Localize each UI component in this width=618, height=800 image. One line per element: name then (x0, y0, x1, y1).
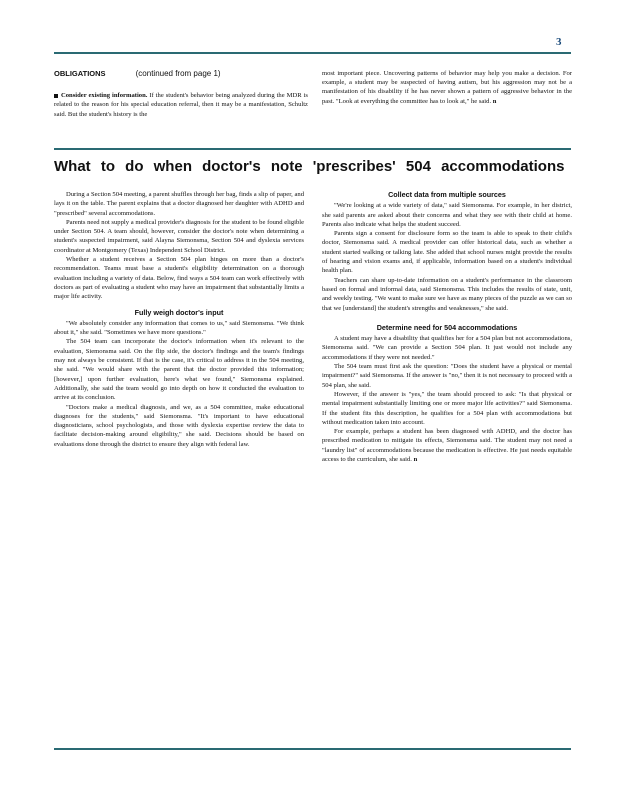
obligations-header (54, 69, 308, 78)
obligations-body-continued: most important piece. Uncovering patterns of behavior may help you make a decision. For example, a student may be suspected of having autism, but his aggression may not be a manifestation of his disability if he has never shown a pattern of aggressive behavior in the past. "Look at everything the committee has to look at," he said. (322, 70, 572, 105)
article-paragraph: A student may have a disability that qualifies her for a 504 plan but not accommodations, Siemonsma said. "We can provide a Section 504 plan. It just would not include any accommodations if they were not needed." (322, 335, 572, 361)
section-divider (54, 148, 571, 150)
top-divider (54, 52, 571, 54)
article-paragraph: Whether a student receives a Section 504 plan hinges on more than a doctor's recommendation. Teams must base a student's eligibility determination on a thorough evaluation including a variety of data. Below, find ways a 504 team can work effectively with doctors as part of evaluating a student who may have an impairment that substantially limits a major life activity. (54, 256, 304, 301)
article-headline: What to do when doctor's note 'prescribes' 504 accommodations (54, 158, 565, 175)
obligations-body: If the student's behavior being analyzed during the MDR is related to the reason for his special education referral, then it may be a manifestation, Schultz said. But the student's history is the (54, 92, 308, 118)
article-paragraph: "We're looking at a wide variety of data," said Siemonsma. For example, in her district, she said parents are asked about their concerns and what they see with their child at home. Parents also indicate what helps the student succeed. (322, 202, 572, 228)
article-paragraph: However, if the answer is "yes," the team should proceed to ask: "Is that physical or mental impairment substantially limiting one or more major life activities?" said Siemonsma. If the student fits this description, he qualifies for a 504 plan with accommodations but without medication taken into account. (322, 390, 572, 426)
article-paragraph: "Doctors make a medical diagnosis, and we, as a 504 committee, make educational diagnoses for the students," said Siemonsma. "It's important to have educational diagnosticians, school psychologists, and those with dyslexia expertise review the data to facilitate decision-making around eligibility," she said. Decisions should be based on evaluations done through the district to ensure they align with federal law. (54, 403, 304, 448)
article-paragraph: Parents need not supply a medical provider's diagnosis for the student to be found eligible under Section 504. A team should, however, consider the doctor's note when determining a student's suspected impairment, said Alayna Siemonsma, Section 504 and dyslexia services coordinator at Montgomery (Texas) Independent School District. (54, 218, 304, 254)
article-paragraph: "We absolutely consider any information that comes to us," said Siemonsma. "We think about it," she said. "Sometimes we have more questions." (54, 319, 304, 337)
article-column-left (54, 190, 304, 449)
page-number: 3 (556, 36, 562, 48)
article-paragraph: Parents sign a consent for disclosure form so the team is able to speak to their child's doctor, Siemonsma said. A medical provider can offer historical data, such as whether a student started walking or talking late. She added that school nurses might provide the results of hearing and vision exams and, if applicable, information based on a student's individual health plan. (322, 230, 572, 275)
obligations-continued-right (322, 69, 572, 106)
obligations-paragraph (54, 91, 308, 119)
square-bullet-icon (54, 94, 58, 98)
subhead-determine-need: Determine need for 504 accommodations (376, 322, 518, 332)
bottom-divider (54, 748, 571, 750)
article-column-right (322, 190, 572, 464)
article-paragraph: The 504 team can incorporate the doctor's information when it's relevant to the evaluation, Siemonsma said. On the flip side, the doctor's findings and the team's findings may not always be consistent. If that is the case, it's critical to address it in the 504 meeting, she said. "We would share with the parent that the doctor provided this information; [however,] upon further evaluation, here's what we found," Siemonsma explained. Additionally, she said the team would go into depth on how it conducted the evaluation to arrive at its conclusion. (54, 338, 304, 402)
subhead-weigh-input: Fully weigh doctor's input (134, 307, 224, 317)
article-paragraph: Teachers can share up-to-date information on a student's performance in the classroom based on formal and informal data, said Siemonsma. This includes the results of state, unit, and weekly testing. "We want to make sure we have as many pieces of the puzzle as we can so that we [understand] the student's strengths and weaknesses," she said. (322, 276, 572, 312)
bullet-lead: Consider existing information. (61, 92, 148, 100)
continued-note: (continued from page 1) (135, 69, 221, 78)
obligations-title: OBLIGATIONS (54, 69, 106, 78)
article-paragraph (322, 427, 572, 464)
obligations-continued-left (54, 69, 308, 119)
subhead-collect-data: Collect data from multiple sources (388, 190, 506, 199)
end-mark-icon: n (492, 97, 497, 105)
end-mark-icon: n (413, 456, 418, 464)
article-paragraph: During a Section 504 meeting, a parent shuffles through her bag, finds a slip of paper, and lays it on the table. The parent explains that a doctor diagnosed her daughter with ADHD and "prescribed" several accommodations. (54, 191, 304, 217)
article-last-paragraph: For example, perhaps a student has been diagnosed with ADHD, and the doctor has prescribed medication to mitigate its effects, Siemonsma said. The student may not need a "laundry list" of accommodations because the medication is effective. He just needs equitable access to the curriculum, she said. (322, 428, 572, 464)
article-paragraph: The 504 team must first ask the question: "Does the student have a physical or mental impairment?" said Siemonsma. If the answer is "no," then it is not necessary to proceed with a 504 plan, she said. (322, 363, 572, 389)
